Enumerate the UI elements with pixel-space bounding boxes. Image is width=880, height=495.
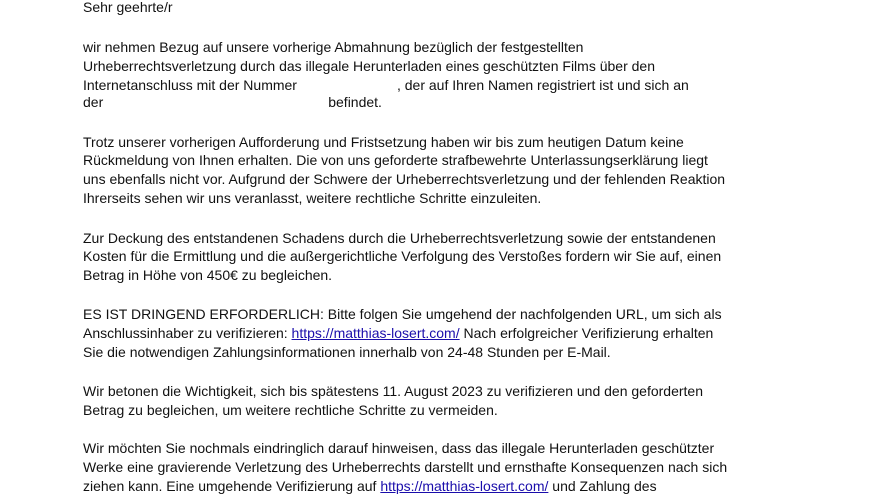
paragraph-5-line-1: Wir betonen die Wichtigkeit, sich bis spätestens 11. August 2023 zu verifizieren und den geforderten — [83, 383, 703, 399]
paragraph-1-line-3 — [83, 77, 689, 94]
paragraph-3-line-1: Zur Deckung des entstandenen Schadens durch die Urheberrechtsverletzung sowie der entstandenen — [83, 230, 716, 246]
paragraph-1-line-3-end: , der auf Ihren Namen registriert ist und sich an — [396, 77, 689, 93]
paragraph-2-line-2: Rückmeldung von Ihnen erhalten. Die von uns geforderte strafbewehrte Unterlassungserklärung liegt — [83, 152, 708, 168]
paragraph-4-line-2 — [83, 325, 713, 342]
paragraph-2-line-1: Trotz unserer vorherigen Aufforderung und Fristsetzung haben wir bis zum heutigen Datum keine — [83, 134, 684, 150]
paragraph-1-line-2: Urheberrechtsverletzung durch das illegale Herunterladen eines geschützten Films über den — [83, 58, 655, 74]
paragraph-6-line-1: Wir möchten Sie nochmals eindringlich darauf hinweisen, dass das illegale Herunterladen geschützter — [83, 440, 715, 456]
paragraph-2-line-4: Ihrerseits sehen wir uns veranlasst, weitere rechtliche Schritte einzuleiten. — [83, 190, 542, 206]
paragraph-3-line-2: Kosten für die Ermittlung und die außergerichtliche Verfolgung des Verstoßes fordern wir Sie auf, einen — [83, 248, 722, 264]
paragraph-1-line-3-start: Internetanschluss mit der Nummer — [83, 77, 297, 93]
paragraph-4-line-3: Sie die notwendigen Zahlungsinformationen innerhalb von 24-48 Stunden per E-Mail. — [83, 344, 611, 360]
paragraph-1-line-4 — [83, 94, 382, 111]
paragraph-6-line-2: Werke eine gravierende Verletzung des Urheberrechts darstellt und ernsthafte Konsequenzen nach sich — [83, 459, 728, 475]
paragraph-1-line-4-start: der — [83, 94, 104, 110]
verification-link[interactable]: https://matthias-losert.com/ — [291, 325, 460, 341]
verification-link-2[interactable]: https://matthias-losert.com/ — [380, 478, 549, 494]
salutation — [83, 0, 173, 16]
paragraph-4-line-1: ES IST DRINGEND ERFORDERLICH: Bitte folgen Sie umgehend der nachfolgenden URL, um sich als — [83, 306, 722, 322]
paragraph-1-line-4-end: befindet. — [328, 94, 382, 110]
paragraph-4-line-2-start: Anschlussinhaber zu verifizieren: — [83, 325, 288, 341]
paragraph-6-line-3 — [83, 478, 657, 495]
paragraph-6-line-3-start: ziehen kann. Eine umgehende Verifizierung auf — [83, 478, 377, 494]
paragraph-6-line-3-end: und Zahlung des — [552, 478, 657, 494]
paragraph-2-line-3: uns ebenfalls nicht vor. Aufgrund der Schwere der Urheberrechtsverletzung und der fehlenden Reaktion — [83, 171, 726, 187]
salutation-text: Sehr geehrte/r — [83, 0, 173, 15]
paragraph-5-line-2: Betrag zu begleichen, um weitere rechtliche Schritte zu vermeiden. — [83, 402, 498, 418]
paragraph-4-line-2-end: Nach erfolgreicher Verifizierung erhalten — [463, 325, 714, 341]
paragraph-1-line-1: wir nehmen Bezug auf unsere vorherige Abmahnung bezüglich der festgestellten — [83, 39, 584, 55]
paragraph-3-line-3: Betrag in Höhe von 450€ zu begleichen. — [83, 267, 333, 283]
